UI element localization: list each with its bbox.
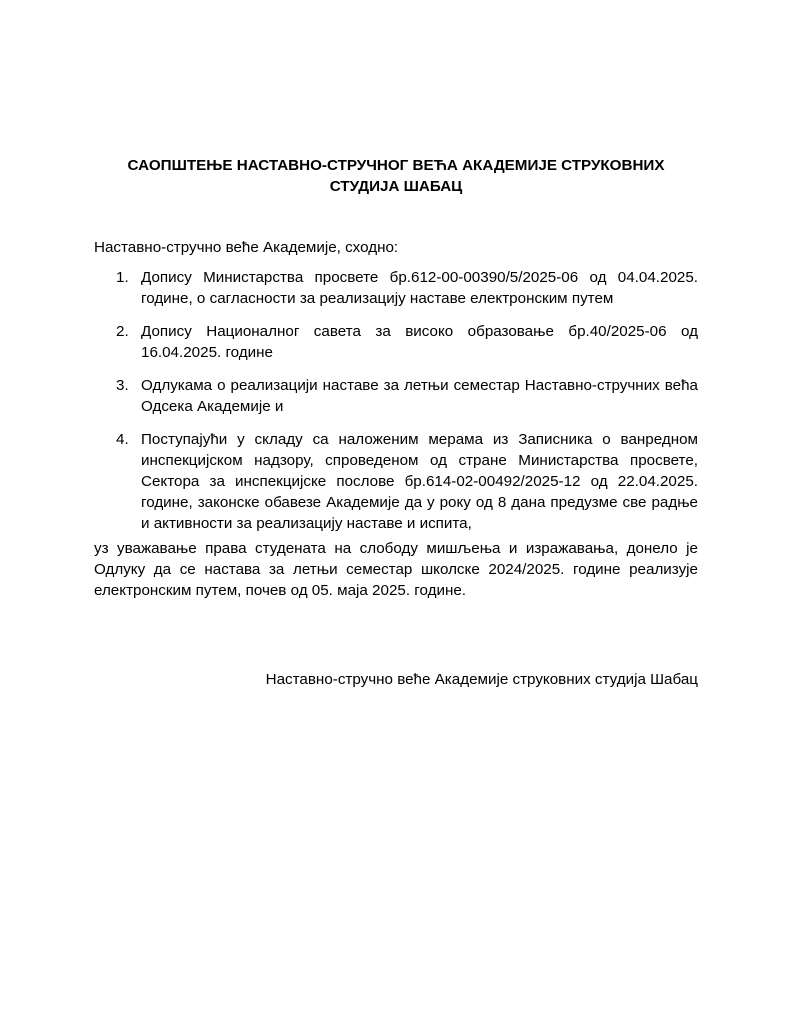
list-item [94,267,698,309]
list-item-text: Допису Националног савета за високо образовање бр.40/2025-06 од 16.04.2025. године [141,323,698,361]
list-item [94,429,698,534]
signature-line: Наставно-стручно веће Академије струковних студија Шабац [265,671,698,688]
list-item-text: Поступајући у складу са наложеним мерама из Записника о ванредном инспекцијском надзору, спроведеном од стране Министарства просвете, Сектора за инспекцијске послове бр.614-02-00492/2025-12 од 22.04.2025. године, законске обавезе Академије да у року од 8 дана предузме све радње и активности за реализацију наставе и испита, [141,431,698,532]
list-item-number: 3. [116,377,129,394]
closing-paragraph: уз уважавање права студената на слободу мишљења и изражавања, донело је Одлуку да се настава за летњи семестар школске 2024/2025. године реализује електронским путем, почев од 05. маја 2025. године. [94,540,698,599]
list-item-number: 4. [116,431,129,448]
reference-list [94,267,698,546]
list-item-number: 2. [116,323,129,340]
list-item-text: Допису Министарства просвете бр.612-00-00390/5/2025-06 од 04.04.2025. године, о сагласности за реализацију наставе електронским путем [141,269,698,307]
list-item [94,375,698,417]
list-item [94,321,698,363]
list-item-text: Одлукама о реализацији наставе за летњи семестар Наставно-стручних већа Одсека Академије и [141,377,698,415]
list-item-number: 1. [116,269,129,286]
document-title: САОПШТЕЊЕ НАСТАВНО-СТРУЧНОГ ВЕЋА АКАДЕМИЈЕ СТРУКОВНИХ СТУДИЈА ШАБАЦ [127,157,665,195]
intro-paragraph: Наставно-стручно веће Академије, сходно: [94,239,399,256]
